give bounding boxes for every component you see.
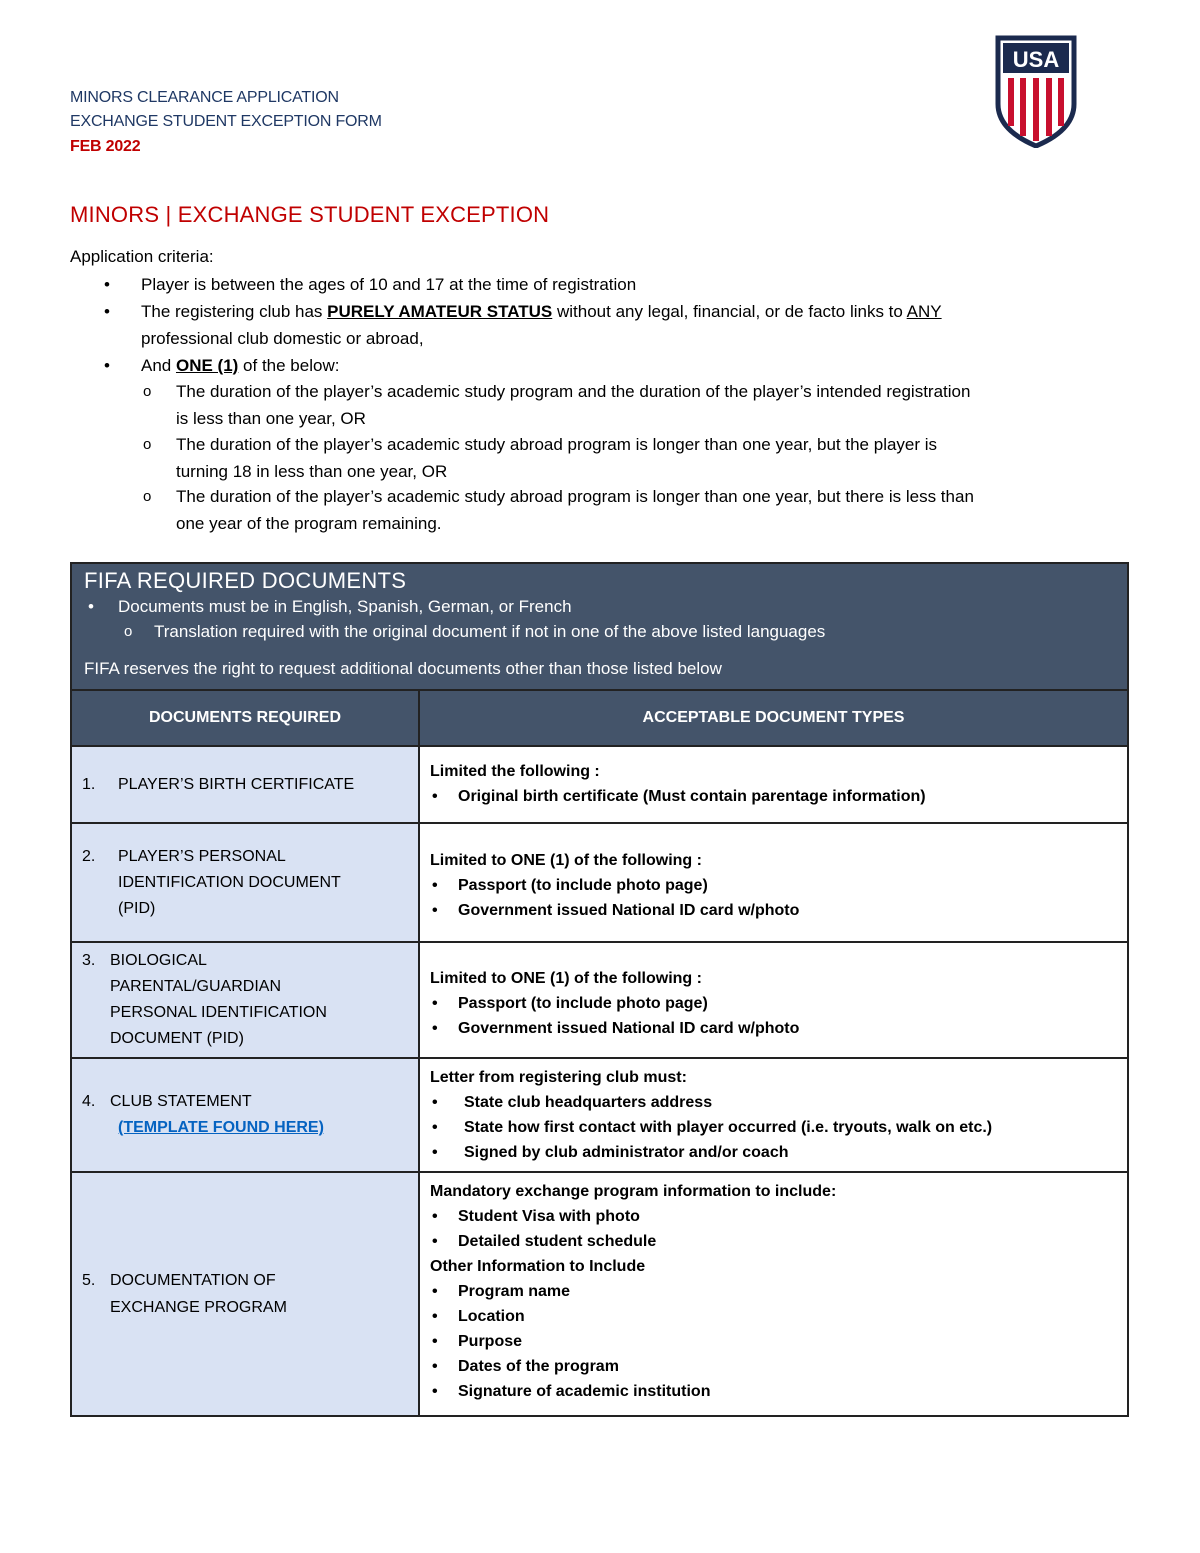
document-types-4: Letter from registering club must: • State club headquarters address • State how first contact with player occurred (i.e. tryouts, walk on etc.) • Signed by club administrator and/or coach xyxy=(419,1058,1128,1172)
criteria-bullet-3: • And ONE (1) of the below: xyxy=(104,356,340,375)
table-row xyxy=(71,823,1128,942)
document-types-5: Mandatory exchange program information to include: • Student Visa with photo • Detailed student schedule Other Information to Include • Program name • Location • Purpose • Dates of the program • Signature of academic institution xyxy=(419,1172,1128,1416)
section-title: MINORS | EXCHANGE STUDENT EXCEPTION xyxy=(70,202,550,227)
list-item: • State club headquarters address xyxy=(430,1090,1117,1115)
table-row xyxy=(71,746,1128,823)
column-header-types: ACCEPTABLE DOCUMENT TYPES xyxy=(419,690,1128,746)
list-item: • Dates of the program xyxy=(430,1354,1117,1379)
document-types-1: Limited the following : • Original birth certificate (Must contain parentage information) xyxy=(419,746,1128,823)
banner-note: FIFA reserves the right to request additional documents other than those listed below xyxy=(84,659,722,678)
column-header-documents: DOCUMENTS REQUIRED xyxy=(71,690,419,746)
document-types-2: Limited to ONE (1) of the following : • Passport (to include photo page) • Government issued National ID card w/photo xyxy=(419,823,1128,942)
list-item: • Signed by club administrator and/or coach xyxy=(430,1140,1117,1165)
list-item: • Original birth certificate (Must contain parentage information) xyxy=(430,784,1117,809)
criteria-bullet-2: • The registering club has PURELY AMATEUR STATUS without any legal, financial, or de facto links to ANY professional club domestic or abroad, xyxy=(104,302,942,348)
document-required-3: 3. BIOLOGICAL PARENTAL/GUARDIAN PERSONAL IDENTIFICATION DOCUMENT (PID) xyxy=(71,942,419,1058)
banner-sub-bullet: o Translation required with the original document if not in one of the above listed languages xyxy=(124,622,826,641)
table-row xyxy=(71,1058,1128,1172)
list-item: • Government issued National ID card w/photo xyxy=(430,1016,1117,1041)
us-soccer-crest-icon xyxy=(994,34,1078,148)
list-item: • Purpose xyxy=(430,1329,1117,1354)
document-required-5: 5. DOCUMENTATION OF EXCHANGE PROGRAM xyxy=(71,1172,419,1416)
list-item: • Location xyxy=(430,1304,1117,1329)
crest-text: USA xyxy=(1012,47,1060,72)
criteria-label: Application criteria: xyxy=(70,247,214,266)
list-item: • Student Visa with photo xyxy=(430,1204,1117,1229)
table-row xyxy=(71,942,1128,1058)
banner-bullet: • Documents must be in English, Spanish, German, or French xyxy=(88,597,572,616)
list-item: • Program name xyxy=(430,1279,1117,1304)
document-required-1: 1. PLAYER’S BIRTH CERTIFICATE xyxy=(71,746,419,823)
list-item: • Signature of academic institution xyxy=(430,1379,1117,1404)
document-required-2: 2. PLAYER’S PERSONAL IDENTIFICATION DOCUMENT (PID) xyxy=(71,823,419,942)
criteria-sub-3: o The duration of the player’s academic study abroad program is longer than one year, but there is less than one year of the program remaining. xyxy=(143,487,974,533)
criteria-bullet-1: • Player is between the ages of 10 and 17 at the time of registration xyxy=(104,275,637,294)
form-date: FEB 2022 xyxy=(70,138,141,155)
document-types-3: Limited to ONE (1) of the following : • Passport (to include photo page) • Government issued National ID card w/photo xyxy=(419,942,1128,1058)
documents-table xyxy=(70,562,1129,1417)
criteria-sub-1: o The duration of the player’s academic study program and the duration of the player’s intended registration is less than one year, OR xyxy=(143,382,971,428)
form-header-line-1: MINORS CLEARANCE APPLICATION xyxy=(70,89,339,106)
list-item: • State how first contact with player occurred (i.e. tryouts, walk on etc.) xyxy=(430,1115,1117,1140)
list-item: • Detailed student schedule xyxy=(430,1229,1117,1254)
table-banner xyxy=(71,563,1128,690)
table-row xyxy=(71,1172,1128,1416)
list-item: • Passport (to include photo page) xyxy=(430,873,1117,898)
template-link[interactable]: (TEMPLATE FOUND HERE) xyxy=(118,1119,324,1136)
document-required-4: 4. CLUB STATEMENT (TEMPLATE FOUND HERE) xyxy=(71,1058,419,1172)
list-item: • Passport (to include photo page) xyxy=(430,991,1117,1016)
list-item: • Government issued National ID card w/photo xyxy=(430,898,1117,923)
form-header-line-2: EXCHANGE STUDENT EXCEPTION FORM xyxy=(70,113,382,130)
criteria-sub-2: o The duration of the player’s academic study abroad program is longer than one year, but the player is turning 18 in less than one year, OR xyxy=(143,435,938,481)
banner-title: FIFA REQUIRED DOCUMENTS xyxy=(84,568,407,593)
